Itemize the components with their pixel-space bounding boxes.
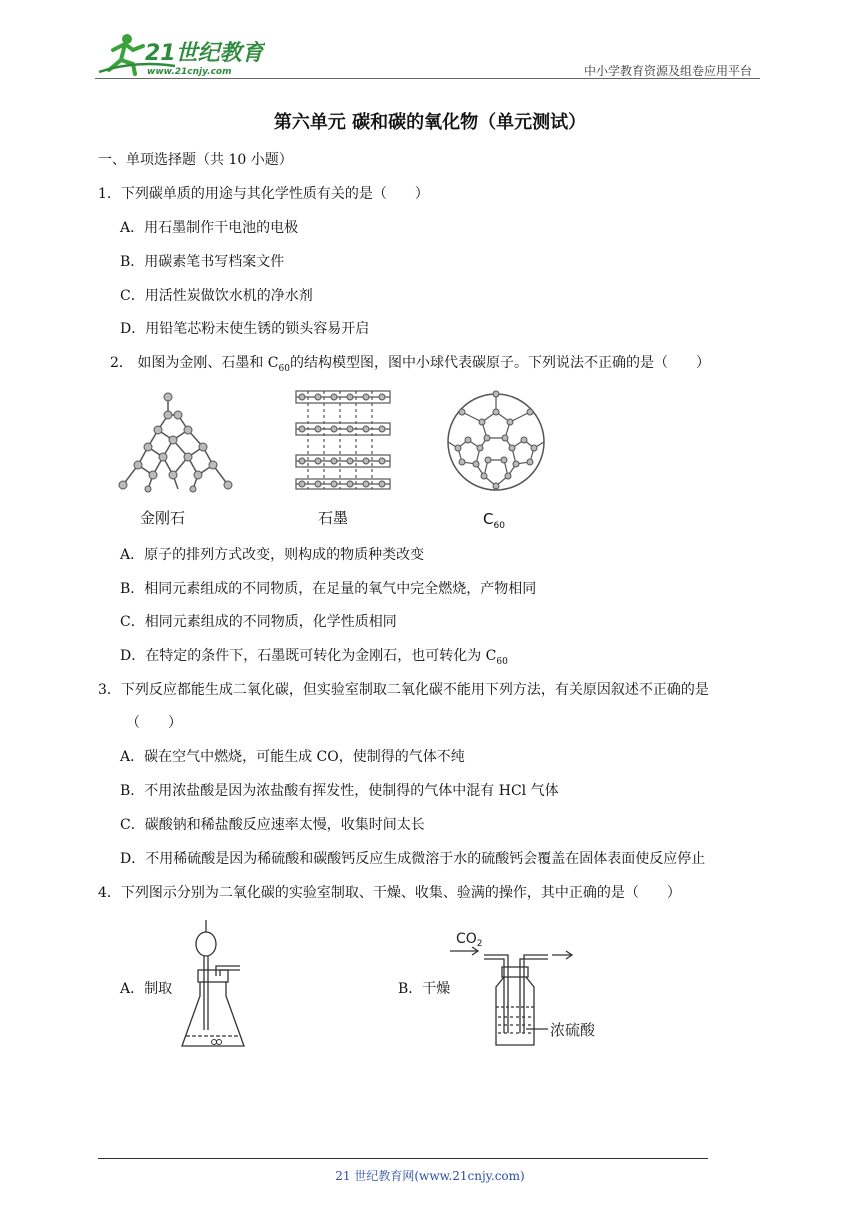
header-divider [95, 78, 760, 79]
svg-text:21世纪教育: 21世纪教育 [145, 41, 264, 66]
question-4-option-a: A．制取 [120, 981, 173, 997]
header-platform-text: 中小学教育资源及组卷应用平台 [583, 64, 752, 78]
question-3-option-b: B．不用浓盐酸是因为浓盐酸有挥发性，使制得的气体中混有 HCl 气体 [120, 783, 559, 799]
question-2-option-d: D．在特定的条件下，石墨既可转化为金刚石，也可转化为 $C_{60}$ [120, 648, 508, 667]
question-2-option-a: A．原子的排列方式改变，则构成的物质种类改变 [120, 547, 425, 563]
logo-icon [95, 30, 265, 78]
co2-label: $CO_2$ [456, 931, 483, 949]
question-3-option-d: D．不用稀硫酸是因为稀硫酸和碳酸钙反应生成微溶于水的硫酸钙会覆盖在固体表面使反应停止 [120, 851, 706, 867]
figure-label-c60: $C_{60}$ [483, 510, 505, 531]
flask-apparatus-icon [178, 918, 248, 1058]
drying-bottle-apparatus-icon [448, 925, 608, 1050]
svg-text:www.21cnjy.com: www.21cnjy.com [147, 67, 232, 77]
c60-structure-figure [444, 390, 548, 494]
question-2-option-b: B．相同元素组成的不同物质，在足量的氧气中完全燃烧，产物相同 [120, 581, 537, 597]
question-4-stem: 4．下列图示分别为二氧化碳的实验室制取、干燥、收集、验满的操作，其中正确的是（ ） [98, 885, 681, 901]
acid-label: 浓硫酸 [550, 1021, 596, 1039]
question-1-stem: 1．下列碳单质的用途与其化学性质有关的是（ ） [98, 186, 429, 202]
question-2-stem: 2． 如图为金刚、石墨和 $C_{60}$的结构模型图，图中小球代表碳原子。下列说法不正确的是（ ） [110, 355, 710, 374]
question-3-stem-bracket: （ ） [126, 715, 182, 731]
footer-divider [98, 1158, 708, 1159]
question-2-option-c: C．相同元素组成的不同物质，化学性质相同 [120, 614, 397, 630]
question-3-stem: 3．下列反应都能生成二氧化碳，但实验室制取二氧化碳不能用下列方法，有关原因叙述不正确的是 [98, 682, 709, 698]
question-1-option-c: C．用活性炭做饮水机的净水剂 [120, 288, 313, 304]
footer-text: 21 世纪教育网(www.21cnjy.com) [335, 1169, 525, 1183]
page-title: 第六单元 碳和碳的氧化物（单元测试） [273, 112, 587, 133]
figure-label-graphite: 石墨 [318, 509, 349, 527]
question-4-option-b: B．干燥 [398, 981, 451, 997]
question-1-option-d: D．用铅笔芯粉末使生锈的锁头容易开启 [120, 321, 370, 337]
header [95, 30, 760, 80]
diamond-structure-figure [118, 385, 238, 495]
question-3-option-c: C．碳酸钠和稀盐酸反应速率太慢，收集时间太长 [120, 817, 425, 833]
section-heading: 一、单项选择题（共 10 小题） [98, 152, 293, 168]
figure-label-diamond: 金刚石 [140, 509, 186, 527]
graphite-structure-figure [288, 385, 398, 495]
question-3-option-a: A．碳在空气中燃烧，可能生成 CO，使制得的气体不纯 [120, 749, 465, 765]
question-1-option-a: A．用石墨制作干电池的电极 [120, 220, 299, 236]
question-1-option-b: B．用碳素笔书写档案文件 [120, 254, 285, 270]
